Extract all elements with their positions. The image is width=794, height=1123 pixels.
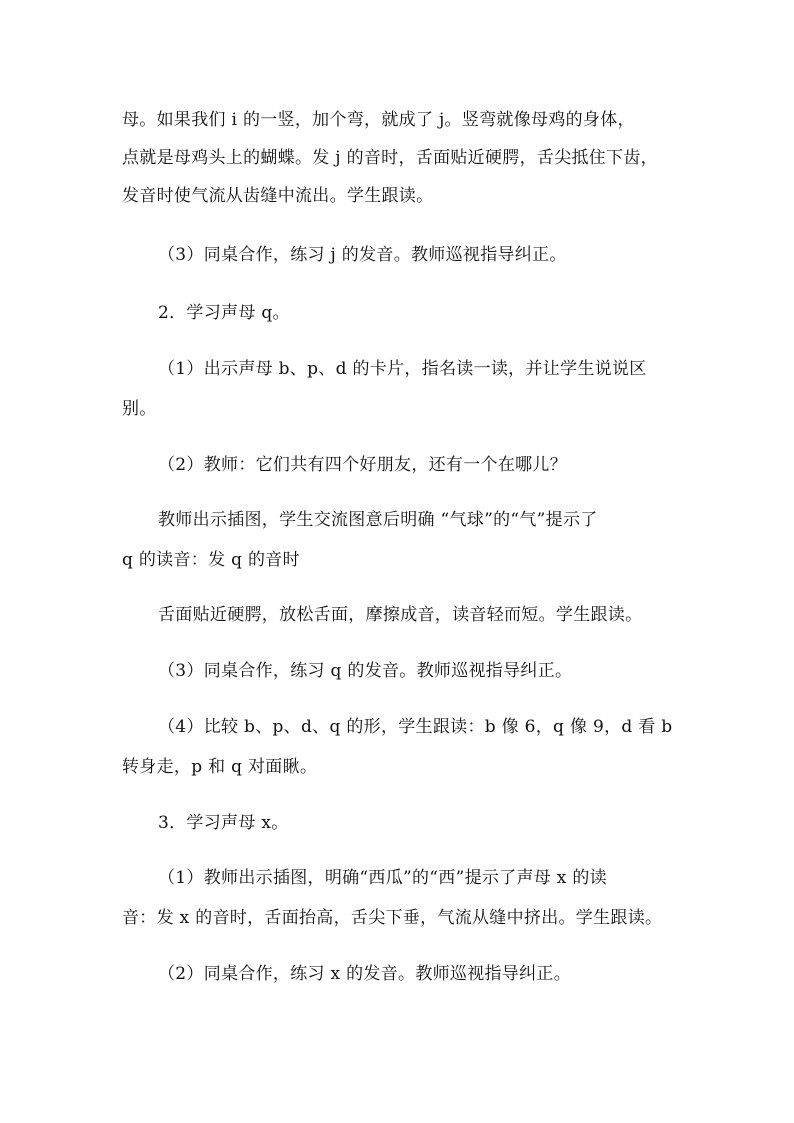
text-line: 教师出示插图，学生交流图意后明确 “气球”的“气”提示了 (158, 510, 598, 530)
text-line: 音：发 x 的音时，舌面抬高，舌尖下垂，气流从缝中挤出。学生跟读。 (122, 908, 663, 928)
section-heading: 3．学习声母 x。 (158, 813, 289, 833)
text-line: （2）教师：它们共有四个好朋友，还有一个在哪儿？ (158, 455, 568, 475)
text-line: 舌面贴近硬腭，放松舌面，摩擦成音，读音轻而短。学生跟读。 (158, 605, 643, 625)
text-line: （2）同桌合作，练习 x 的发音。教师巡视指导纠正。 (158, 964, 572, 984)
text-line: （1）教师出示插图，明确“西瓜”的“西”提示了声母 x 的读 (158, 868, 607, 888)
text-line: 转身走，p 和 q 对面瞅。 (122, 757, 318, 777)
section-heading: 2．学习声母 q。 (158, 303, 290, 323)
text-line: （3）同桌合作，练习 q 的发音。教师巡视指导纠正。 (158, 661, 573, 681)
text-line: 点就是母鸡头上的蝴蝶。发 j 的音时，舌面贴近硬腭，舌尖抵住下齿， (122, 148, 658, 168)
text-line: 母。如果我们 i 的一竖，加个弯，就成了 j。竖弯就像母鸡的身体， (122, 110, 635, 130)
text-line: （3）同桌合作，练习 j 的发音。教师巡视指导纠正。 (158, 245, 567, 265)
text-line: （1）出示声母 b、p、d 的卡片，指名读一读，并让学生说说区 (158, 359, 647, 379)
text-line: 发音时使气流从齿缝中流出。学生跟读。 (122, 186, 434, 206)
text-line: q 的读音：发 q 的音时 (122, 550, 300, 570)
text-line: （4）比较 b、p、d、q 的形，学生跟读：b 像 6，q 像 9，d 看 b (158, 717, 673, 737)
text-line: 别。 (122, 399, 157, 419)
